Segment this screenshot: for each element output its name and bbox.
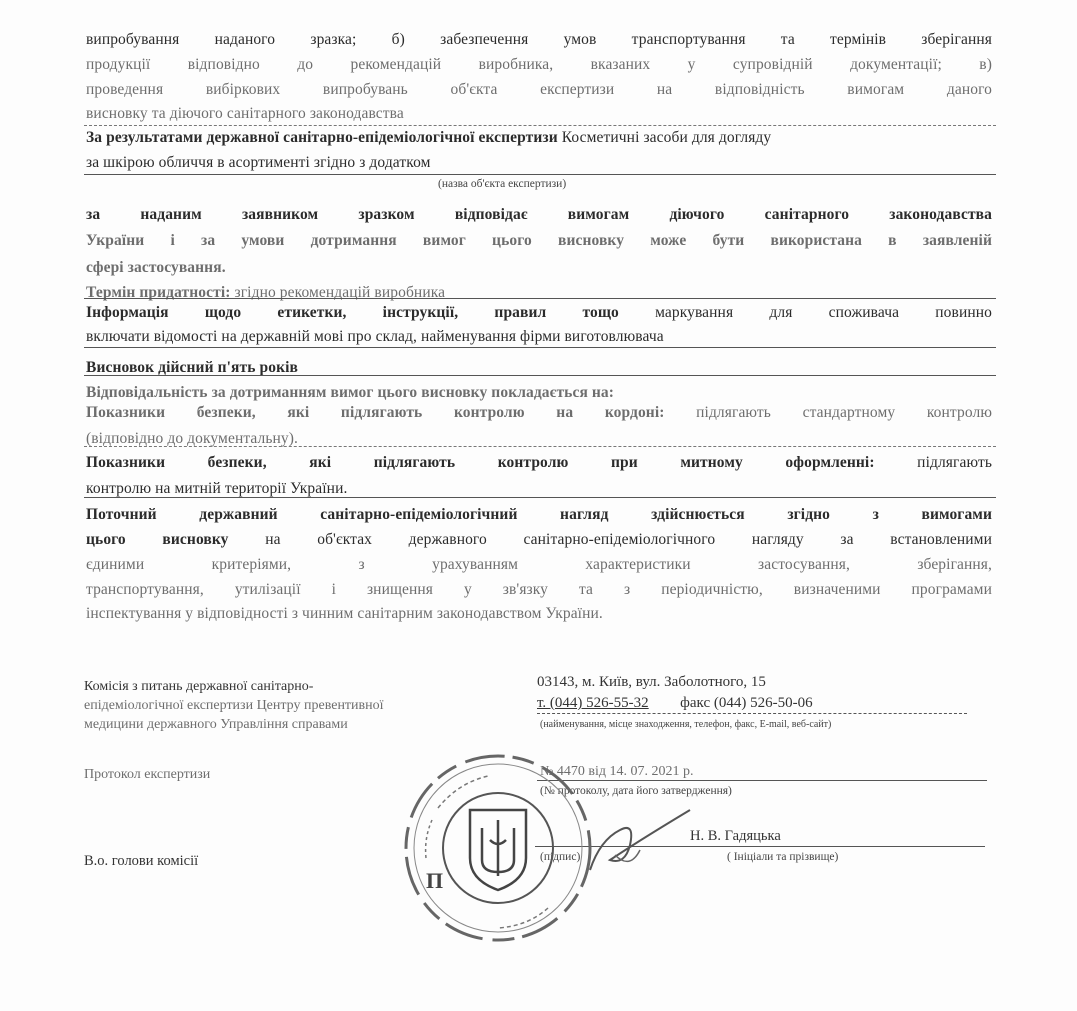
signatory-name: Н. В. Гадяцька [690,828,781,844]
labeling-value: маркування для споживача повинно [618,304,992,321]
results-value: Косметичні засоби для догляду [557,129,772,146]
customs-value-line-2: контролю на митній території України. [86,480,348,497]
phone: т. (044) 526-55-32 [537,695,649,711]
trident-icon [470,810,526,890]
customs-value: підлягають [874,454,992,471]
contact-line [537,693,813,713]
supervision-line-3: єдиними критеріями, з урахуванням характеристики застосування, зберігання, [86,556,992,573]
commission-line-2: епідеміологічної експертизи Центру превентивної [84,698,384,713]
commission-line-3: медицини державного Управління справами [84,717,348,732]
divider [537,713,967,714]
results-caption: (назва об'єкта експертизи) [438,178,567,190]
border-control-line-1 [86,403,992,423]
divider [84,347,996,348]
customs-label: Показники безпеки, які підлягають контролю при митному оформленні: [86,454,875,471]
supervision-line-1: Поточний державний санітарно-епідеміологічний нагляд здійснюється згідно з вимогами [86,506,992,523]
validity-line: Висновок дійсний п'ять років [86,359,298,376]
results-label: За результатами державної санітарно-епідеміологічної експертизи [86,129,558,146]
shelf-life-label: Термін придатності: [86,284,231,301]
address-caption: (найменування, місце знаходження, телефон, факс, E-mail, веб-сайт) [540,719,832,730]
intro-line-3: проведення вибіркових випробувань об'єкта експертизи на відповідність вимогам даного [86,81,992,98]
supervision-text: на об'єктах державного санітарно-епідеміологічного нагляду за встановленими [228,531,992,548]
official-stamp [398,748,598,948]
protocol-value: № 4470 від 14. 07. 2021 р. [540,764,694,779]
labeling-line-1 [86,303,992,323]
supervision-label-end: цього висновку [86,531,229,548]
divider [84,446,996,447]
results-line-1 [86,128,992,148]
supervision-line-2 [86,530,992,550]
name-caption: ( Ініціали та прізвище) [727,851,839,863]
border-control-label: Показники безпеки, які підлягають контролю на кордоні: [86,404,665,421]
labeling-value-line-2: включати відомості на державній мові про склад, найменування фірми виготовлювача [86,328,664,345]
divider [537,780,987,781]
signature-caption: (підпис) [540,851,581,863]
protocol-label: Протокол експертизи [84,767,211,782]
responsibility-line: Відповідальність за дотриманням вимог цього висновку покладається на: [86,384,615,401]
signature-scribble [580,800,700,880]
intro-line-4: висновку та діючого санітарного законодавства [86,105,404,122]
stamp-letter: П [426,868,444,893]
divider [84,375,996,376]
address-line: 03143, м. Київ, вул. Заболотного, 15 [537,674,766,690]
protocol-caption: (№ протоколу, дата його затвердження) [540,785,732,797]
divider [84,298,996,299]
border-control-value-line-2: (відповідно до документальну). [86,430,298,447]
commission-line-1: Комісія з питань державної санітарно- [84,679,314,694]
divider [84,125,996,126]
shelf-life-line [86,283,992,303]
conformity-line-3: сфері застосування. [86,259,226,276]
signatory-label: В.о. голови комісії [84,853,199,869]
border-control-value: підлягають стандартному контролю [664,404,992,421]
shelf-life-value: згідно рекомендацій виробника [230,284,446,301]
fax: факс (044) 526-50-06 [680,695,813,711]
conformity-line-1: за наданим заявником зразком відповідає вимогам діючого санітарного законодавства [86,206,992,223]
intro-line-1: випробування наданого зразка; б) забезпечення умов транспортування та термінів зберігання [86,31,992,48]
labeling-label: Інформація щодо етикетки, інструкції, правил тощо [86,304,619,321]
results-value-line-2: за шкірою обличчя в асортименті згідно з додатком [86,154,431,171]
intro-line-2: продукції відповідно до рекомендацій виробника, вказаних у супровідній документації; в) [86,56,992,73]
divider [84,497,996,498]
customs-line-1 [86,453,992,473]
supervision-line-5: інспектування у відповідності з чинним санітарним законодавством України. [86,605,603,622]
divider [84,174,996,175]
supervision-line-4: транспортування, утилізації і знищення у зв'язку та з періодичністю, визначеними програмами [86,581,992,598]
conformity-line-2: України і за умови дотримання вимог цього висновку може бути використана в заявленій [86,232,992,249]
